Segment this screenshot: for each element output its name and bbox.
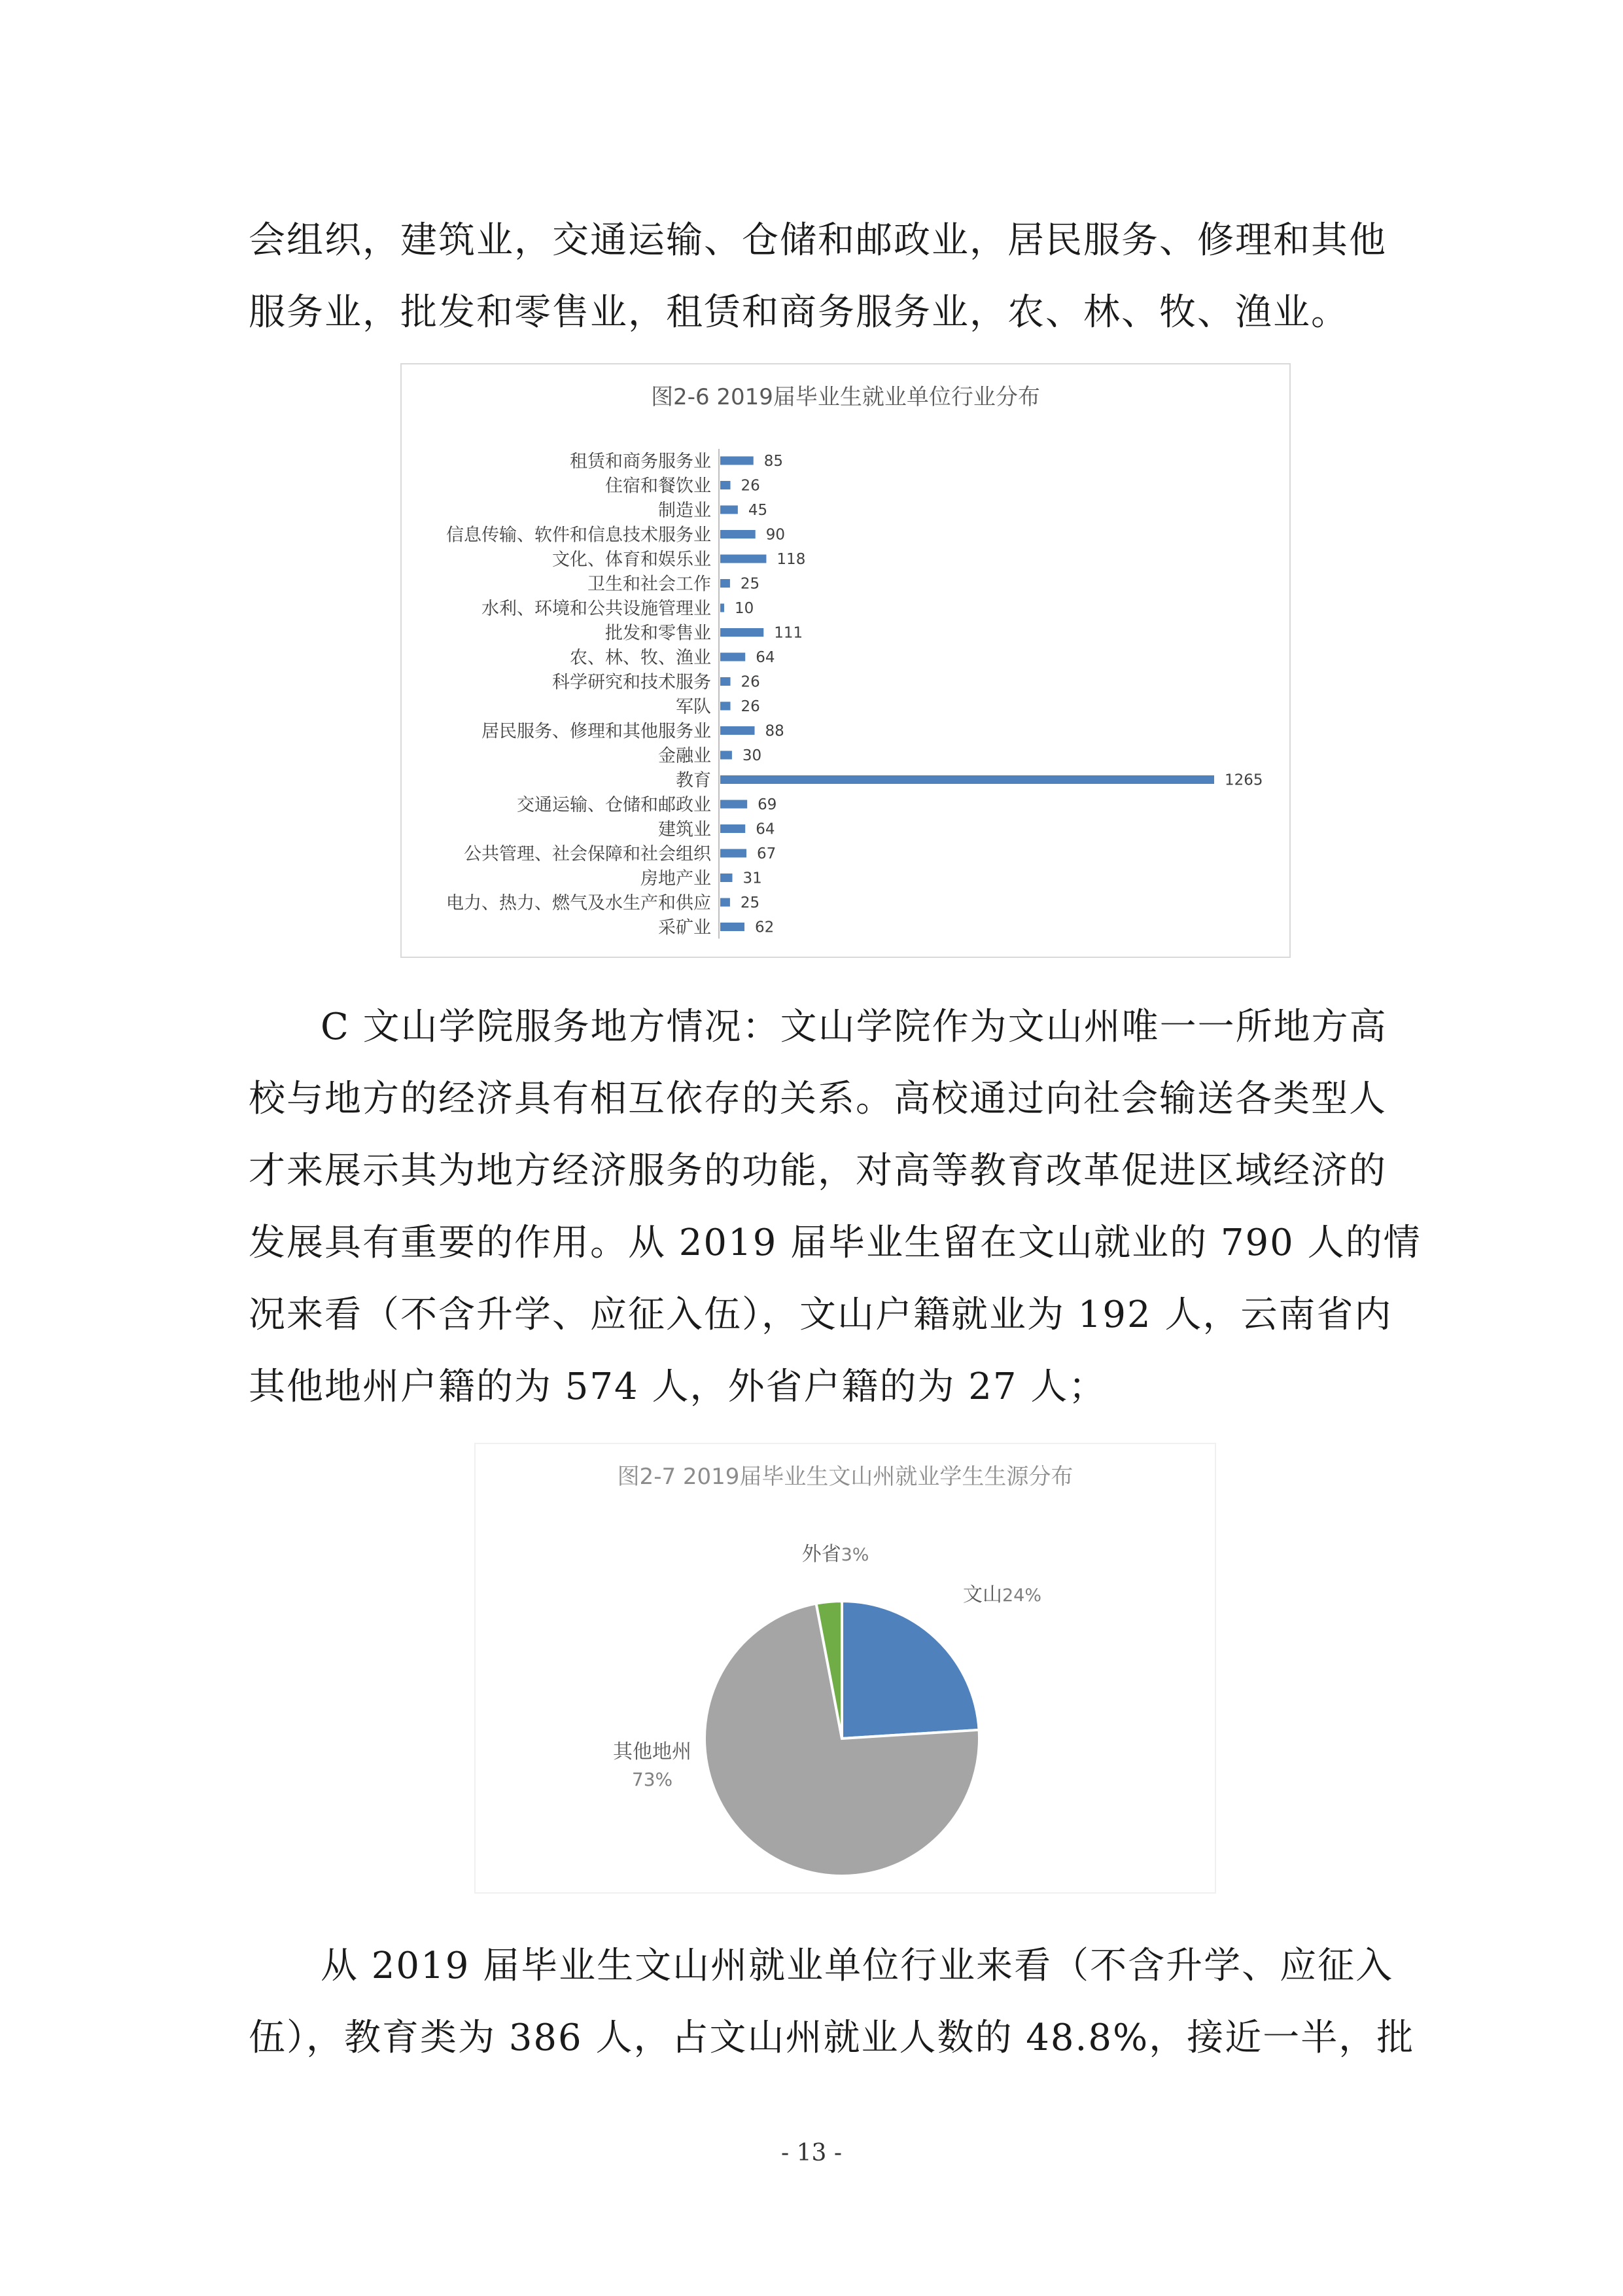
data-label: 69 <box>758 796 777 813</box>
bar <box>720 677 731 686</box>
data-label: 64 <box>756 649 775 666</box>
paragraph-industries-continued <box>249 205 1387 349</box>
data-label: 26 <box>741 477 760 495</box>
category-label: 水利、环境和公共设施管理业 <box>481 599 711 619</box>
data-label: 85 <box>763 453 784 470</box>
bar <box>720 775 1214 784</box>
category-label: 交通运输、仓储和邮政业 <box>517 795 711 815</box>
bar <box>720 874 733 882</box>
category-label: 农、林、牧、渔业 <box>570 648 711 668</box>
bar <box>720 628 763 637</box>
bar <box>720 457 754 465</box>
chart-title: 图2-6 2019届毕业生就业单位行业分布 <box>651 384 1040 410</box>
category-label: 金融业 <box>658 746 711 766</box>
bar <box>720 702 731 711</box>
origin-pie-chart <box>474 1443 1216 1894</box>
data-label: 118 <box>777 551 806 568</box>
chart-title: 图2-7 2019届毕业生文山州就业学生生源分布 <box>617 1464 1073 1490</box>
paragraph-wenshan-industries <box>249 1930 1415 2074</box>
category-label: 租赁和商务服务业 <box>570 451 711 472</box>
bar <box>720 898 730 907</box>
category-label: 信息传输、软件和信息技术服务业 <box>446 525 711 546</box>
category-label: 电力、热力、燃气及水生产和供应 <box>446 893 711 913</box>
data-label: 1265 <box>1225 771 1263 789</box>
slice-label: 文山24% <box>963 1583 1042 1606</box>
text-line: 其他地州户籍的为 574 人，外省户籍的为 27 人； <box>249 1366 1107 1408</box>
bar <box>720 481 731 489</box>
bar-chart-svg <box>402 364 1289 957</box>
page-number: - 13 - <box>780 2140 843 2166</box>
bar <box>720 923 744 931</box>
data-label: 31 <box>742 870 762 887</box>
bar <box>720 824 745 833</box>
data-label: 45 <box>748 502 768 519</box>
category-label: 建筑业 <box>658 819 711 840</box>
text-line: 会组织，建筑业，交通运输、仓储和邮政业，居民服务、修理和其他 <box>249 219 1387 262</box>
category-label: 公共管理、社会保障和社会组织 <box>464 844 711 864</box>
text-line: 况来看（不含升学、应征入伍），文山户籍就业为 192 人，云南省内 <box>249 1294 1393 1336</box>
text-line: 校与地方的经济具有相互依存的关系。高校通过向社会输送各类型人 <box>249 1078 1387 1120</box>
category-label: 军队 <box>676 697 711 717</box>
bar <box>720 579 730 588</box>
category-label: 制造业 <box>658 501 711 521</box>
category-label: 教育 <box>676 770 711 791</box>
text-line: 才来展示其为地方经济服务的功能，对高等教育改革促进区域经济的 <box>249 1150 1387 1192</box>
text-line: 伍），教育类为 386 人，占文山州就业人数的 48.8%，接近一半，批 <box>249 2017 1415 2059</box>
data-label: 67 <box>756 845 777 862</box>
bar <box>720 849 746 858</box>
category-label: 科学研究和技术服务 <box>552 672 711 693</box>
data-label: 25 <box>740 894 760 911</box>
slice-label: 其他地州 <box>613 1740 691 1763</box>
data-label: 26 <box>741 673 760 691</box>
text-line: 从 2019 届毕业生文山州就业单位行业来看（不含升学、应征入 <box>321 1945 1394 1987</box>
pie-slice <box>842 1601 979 1739</box>
category-label: 居民服务、修理和其他服务业 <box>481 721 711 742</box>
data-label: 111 <box>774 624 803 642</box>
category-label: 采矿业 <box>658 917 711 938</box>
bar <box>720 751 732 760</box>
bar <box>720 726 755 735</box>
category-label: 卫生和社会工作 <box>587 574 711 595</box>
data-label: 88 <box>765 722 784 740</box>
bar <box>720 506 738 514</box>
data-label: 30 <box>742 747 762 764</box>
category-label: 文化、体育和娱乐业 <box>552 550 711 570</box>
slice-value-label: 73% <box>631 1769 673 1790</box>
paragraph-local-service <box>249 991 1422 1423</box>
pie-chart-svg <box>476 1444 1215 1892</box>
slice-label: 外省3% <box>801 1543 869 1566</box>
data-label: 26 <box>741 698 760 715</box>
bar <box>720 604 724 612</box>
bar <box>720 653 745 662</box>
bar <box>720 555 766 563</box>
category-label: 批发和零售业 <box>605 623 711 644</box>
category-label: 住宿和餐饮业 <box>605 476 711 497</box>
data-label: 90 <box>765 526 785 544</box>
industry-bar-chart <box>400 363 1291 958</box>
bar <box>720 800 747 809</box>
text-line: 发展具有重要的作用。从 2019 届毕业生留在文山就业的 790 人的情 <box>249 1222 1422 1264</box>
category-label: 房地产业 <box>640 868 711 889</box>
text-line: C 文山学院服务地方情况：文山学院作为文山州唯一一所地方高 <box>321 1006 1387 1048</box>
bar <box>720 530 756 539</box>
data-label: 25 <box>740 575 760 593</box>
data-label: 10 <box>734 600 754 617</box>
data-label: 62 <box>755 919 775 936</box>
text-line: 服务业，批发和零售业，租赁和商务服务业，农、林、牧、渔业。 <box>249 291 1349 334</box>
data-label: 64 <box>756 821 775 838</box>
